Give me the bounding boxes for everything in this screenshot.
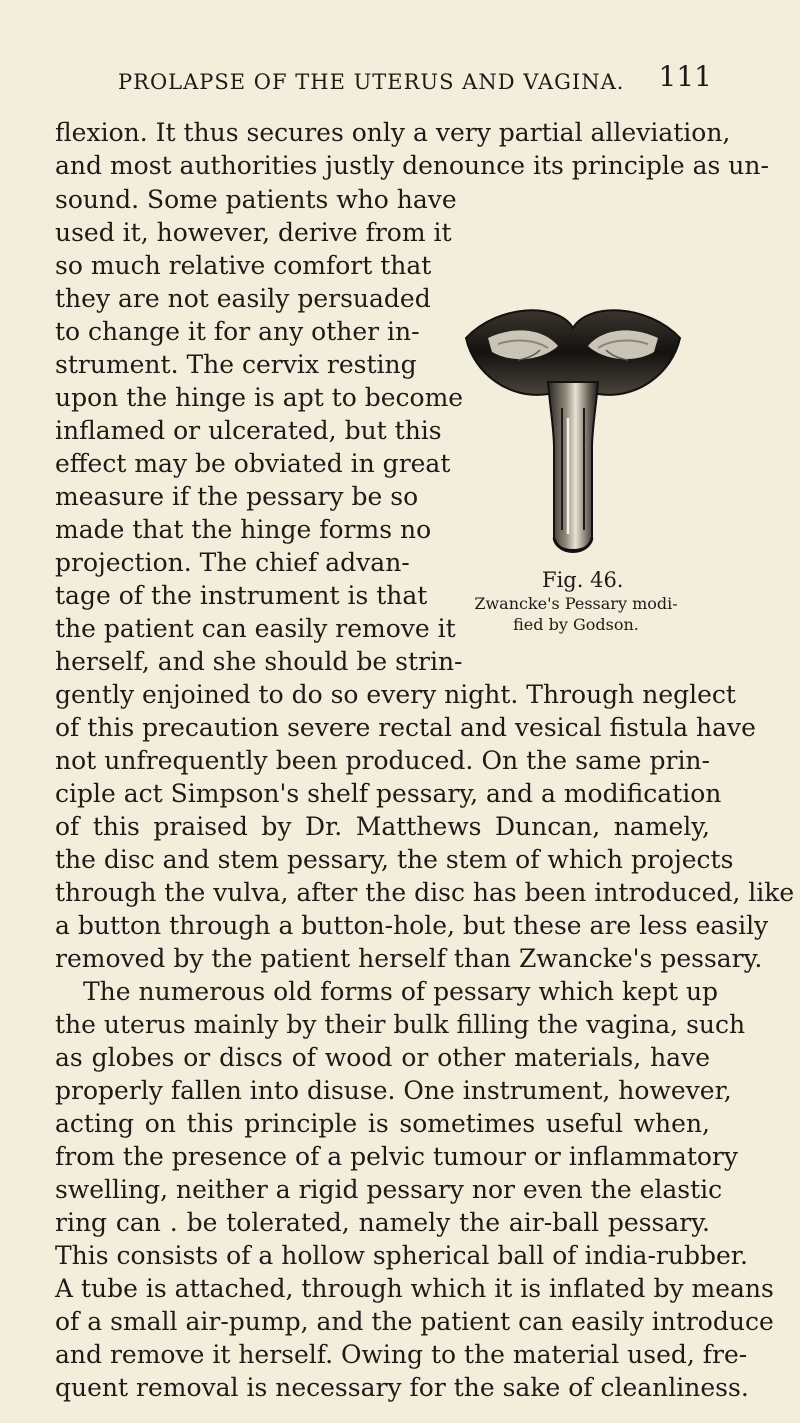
text-line: acting on this principle is sometimes useful when,	[55, 1109, 710, 1138]
text-line: The numerous old forms of pessary which kept up	[83, 977, 719, 1006]
text-line: of a small air-pump, and the patient can easily introduce	[55, 1307, 774, 1336]
text-line: the disc and stem pessary, the stem of which projects	[55, 845, 734, 874]
text-line: not unfrequently been produced. On the same prin-	[55, 746, 710, 775]
text-line: from the presence of a pelvic tumour or inflammatory	[55, 1142, 738, 1171]
text-line: upon the hinge is apt to become	[55, 383, 464, 412]
text-line: to change it for any other in-	[55, 317, 420, 346]
text-line: quent removal is necessary for the sake of cleanliness.	[55, 1373, 749, 1402]
text-line: a button through a button-hole, but these are less easily	[55, 911, 769, 940]
figure-number: Fig. 46.	[542, 568, 624, 592]
text-line: of this praised by Dr. Matthews Duncan, namely,	[55, 812, 710, 841]
text-line: and remove it herself. Owing to the material used, fre-	[55, 1340, 748, 1369]
text-line: as globes or discs of wood or other materials, have	[55, 1043, 710, 1072]
page-header	[112, 58, 712, 102]
text-line: effect may be obviated in great	[55, 449, 451, 478]
text-line: swelling, neither a rigid pessary nor even the elastic	[55, 1175, 723, 1204]
text-line: ring can . be tolerated, namely the air-ball pessary.	[55, 1208, 710, 1237]
running-title: PROLAPSE OF THE UTERUS AND VAGINA.	[118, 70, 625, 94]
text-line: tage of the instrument is that	[55, 581, 428, 610]
text-line: inflamed or ulcerated, but this	[55, 416, 442, 445]
figure-caption	[420, 593, 732, 635]
text-line: A tube is attached, through which it is inflated by means	[55, 1274, 774, 1303]
text-line: through the vulva, after the disc has been introduced, like	[55, 878, 795, 907]
text-line: of this precaution severe rectal and vesical fistula have	[55, 713, 756, 742]
text-line: so much relative comfort that	[55, 251, 432, 280]
figure-caption-line: Zwancke's Pessary modi-	[474, 594, 678, 613]
text-line: ciple act Simpson's shelf pessary, and a modification	[55, 779, 722, 808]
pessary-illustration	[458, 298, 688, 563]
text-line: made that the hinge forms no	[55, 515, 432, 544]
text-line: they are not easily persuaded	[55, 284, 431, 313]
text-line: gently enjoined to do so every night. Through neglect	[55, 680, 736, 709]
text-line: and most authorities justly denounce its principle as un-	[55, 151, 769, 180]
text-line: herself, and she should be strin-	[55, 647, 463, 676]
text-line: strument. The cervix resting	[55, 350, 417, 379]
page-number: 111	[658, 60, 712, 93]
text-line: removed by the patient herself than Zwancke's pessary.	[55, 944, 763, 973]
text-line: the uterus mainly by their bulk filling the vagina, such	[55, 1010, 746, 1039]
text-line: properly fallen into disuse. One instrument, however,	[55, 1076, 732, 1105]
text-line: used it, however, derive from it	[55, 218, 452, 247]
figure-caption-line: fied by Godson.	[513, 615, 639, 634]
text-line: sound. Some patients who have	[55, 185, 457, 214]
text-line: This consists of a hollow spherical ball of india-rubber.	[55, 1241, 748, 1270]
text-line: projection. The chief advan-	[55, 548, 410, 577]
figure-46	[420, 298, 720, 638]
text-line: measure if the pessary be so	[55, 482, 419, 511]
text-line: flexion. It thus secures only a very partial alleviation,	[55, 118, 731, 147]
text-line: the patient can easily remove it	[55, 614, 456, 643]
